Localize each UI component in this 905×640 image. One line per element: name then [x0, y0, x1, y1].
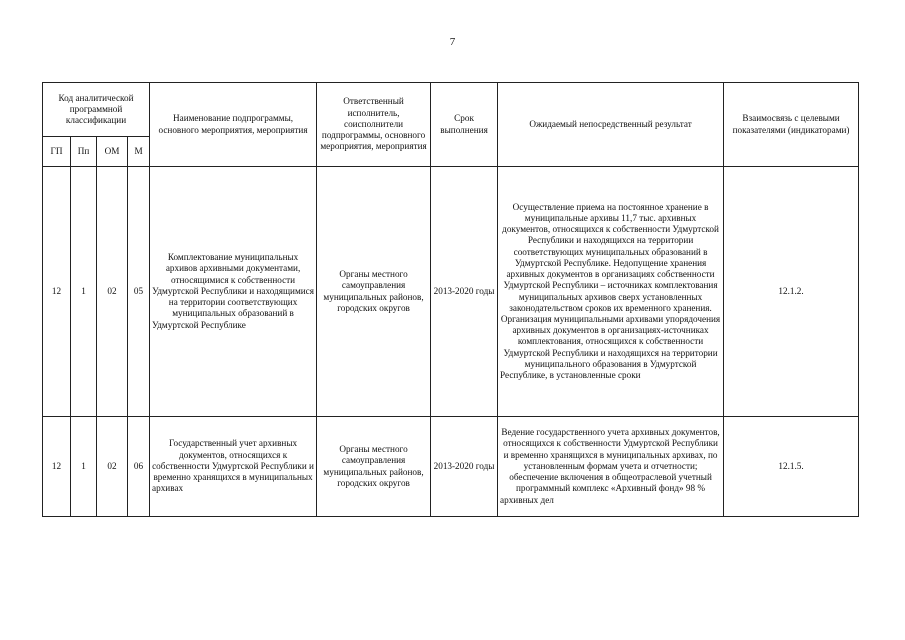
classification-header: Код аналитической программной классификации	[43, 83, 150, 137]
om-column-header: ОМ	[97, 137, 128, 167]
m-column-header: М	[128, 137, 150, 167]
link-column-header: Взаимосвязь с целевыми показателями (индикаторами)	[724, 83, 859, 167]
link-cell: 12.1.5.	[724, 417, 859, 517]
term-cell: 2013-2020 годы	[431, 417, 498, 517]
name-cell: Государственный учет архивных документов, относящихся к собственности Удмуртской Республики и временно хранящихся в муниципальных архивах	[150, 417, 317, 517]
executor-cell: Органы местного самоуправления муниципальных районов, городских округов	[317, 167, 431, 417]
name-column-header: Наименование подпрограммы, основного мероприятия, мероприятия	[150, 83, 317, 167]
term-column-header: Срок выполнения	[431, 83, 498, 167]
gp-column-header: ГП	[43, 137, 71, 167]
gp-cell: 12	[43, 417, 71, 517]
table-row	[43, 417, 859, 517]
link-cell: 12.1.2.	[724, 167, 859, 417]
om-cell: 02	[97, 417, 128, 517]
om-cell: 02	[97, 167, 128, 417]
name-cell: Комплектование муниципальных архивов архивными документами, относящимися к собственности Удмуртской Республики и находящимися на территории соответствующих муниципальных образований в Удмуртской Республике	[150, 167, 317, 417]
pp-cell: 1	[71, 167, 97, 417]
pp-column-header: Пп	[71, 137, 97, 167]
pp-cell: 1	[71, 417, 97, 517]
executor-cell: Органы местного самоуправления муниципальных районов, городских округов	[317, 417, 431, 517]
m-cell: 05	[128, 167, 150, 417]
executor-column-header: Ответственный исполнитель, соисполнители подпрограммы, основного мероприятия, мероприятия	[317, 83, 431, 167]
table-row	[43, 167, 859, 417]
result-cell: Ведение государственного учета архивных документов, относящихся к собственности Удмуртской Республики и временно хранящихся в муниципальных архивах, по установленным формам учета и отчетности; обеспечение включения в общеотраслевой учетный программный комплекс «Архивный фонд» 98 % архивных дел	[498, 417, 724, 517]
result-column-header: Ожидаемый непосредственный результат	[498, 83, 724, 167]
term-cell: 2013-2020 годы	[431, 167, 498, 417]
result-cell: Осуществление приема на постоянное хранение в муниципальные архивы 11,7 тыс. архивных документов, относящихся к собственности Удмуртской Республики и находящихся на территории соответствующих муниципальных образований в Удмуртской Республике. Недопущение хранения архивных документов в организациях собственности Удмуртской Республики – источниках комплектования муниципальных архивов сверх установленных законодательством сроков их временного хранения. Организация муниципальными архивами упорядочения архивных документов в организациях-источниках комплектования, относящихся к собственности Удмуртской Республики и находящихся на территории муниципального образования в Удмуртской Республике, в установленные сроки	[498, 167, 724, 417]
page-number: 7	[449, 36, 456, 48]
m-cell: 06	[128, 417, 150, 517]
gp-cell: 12	[43, 167, 71, 417]
program-table	[42, 82, 859, 517]
